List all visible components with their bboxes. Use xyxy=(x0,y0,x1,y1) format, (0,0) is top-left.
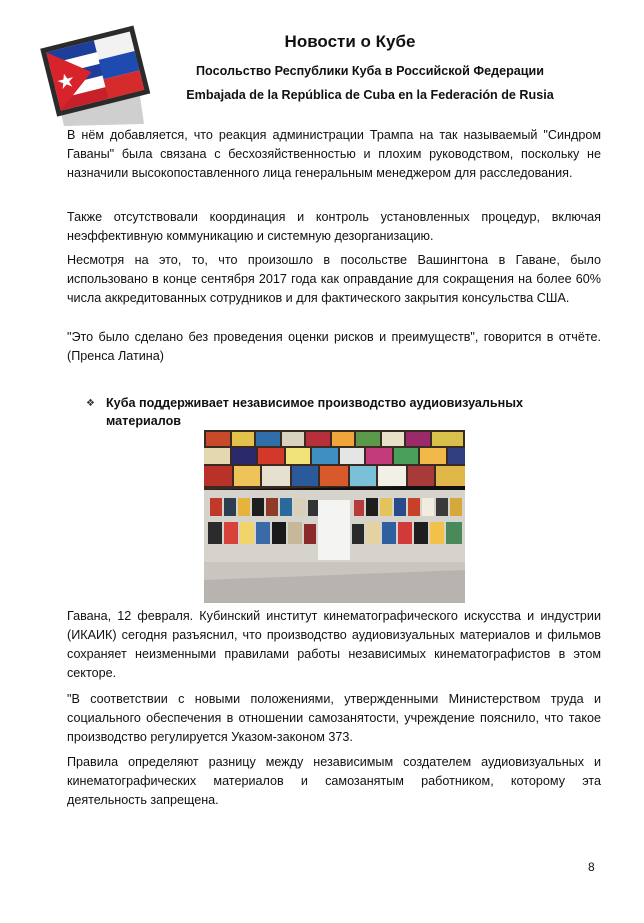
article1-paragraph-4: "Это было сделано без проведения оценки рисков и преимуществ", говорится в отчёте. (Пренса Латина) xyxy=(67,330,601,363)
article2-paragraph-2: "В соответствии с новыми положениями, утвержденными Министерством труда и социального обеспечения в отношении самозанятости, учреждение пояснило, что такое производство регулируется Указом-законом 373. xyxy=(67,692,601,744)
article2-heading: Куба поддерживает независимое производство аудиовизуальных материалов xyxy=(106,396,524,428)
cuba-russia-flags-logo xyxy=(40,24,152,126)
embassy-name-es: Embajada de la República de Cuba en la Federación de Rusia xyxy=(186,88,554,102)
newsletter-title: Новости о Кубе xyxy=(284,32,416,51)
article1-paragraph-1: В нём добавляется, что реакция администрации Трампа на так называемый "Синдром Гаваны" была связана с бесхозяйственностью и плохим руководством, поскольку не назначили высокопоставленного лица генеральным менеджером для расследования. xyxy=(67,128,601,180)
article2-heading-row xyxy=(86,394,586,430)
page-number: 8 xyxy=(588,860,595,874)
article2-paragraph-3: Правила определяют разницу между независимым создателем аудиовизуальных и кинематографических материалов и самозанятым работником, которому эта деятельность запрещена. xyxy=(67,755,601,807)
embassy-name-ru: Посольство Республики Куба в Российской Федерации xyxy=(196,64,544,78)
film-poster-gallery-photo xyxy=(204,430,465,603)
article1-paragraph-2: Также отсутствовали координация и контроль установленных процедур, включая неэффективную коммуникацию и системную дезорганизацию. xyxy=(67,210,601,243)
bullet-diamond-icon: ❖ xyxy=(86,398,95,409)
article1-paragraph-3: Несмотря на это, то, что произошло в посольстве Вашингтона в Гаване, было использовано в конце сентября 2017 года как оправдание для сокращения на более 60% числа аккредитованных сотрудников и для фактического закрытия консульства США. xyxy=(67,253,601,305)
article2-paragraph-1: Гавана, 12 февраля. Кубинский институт кинематографического искусства и индустрии (ИКАИК) сегодня разъяснил, что производство аудиовизуальных материалов и фильмов сохраняет неизменными правилами работы независимых кинематографистов в этом секторе. xyxy=(67,609,601,680)
